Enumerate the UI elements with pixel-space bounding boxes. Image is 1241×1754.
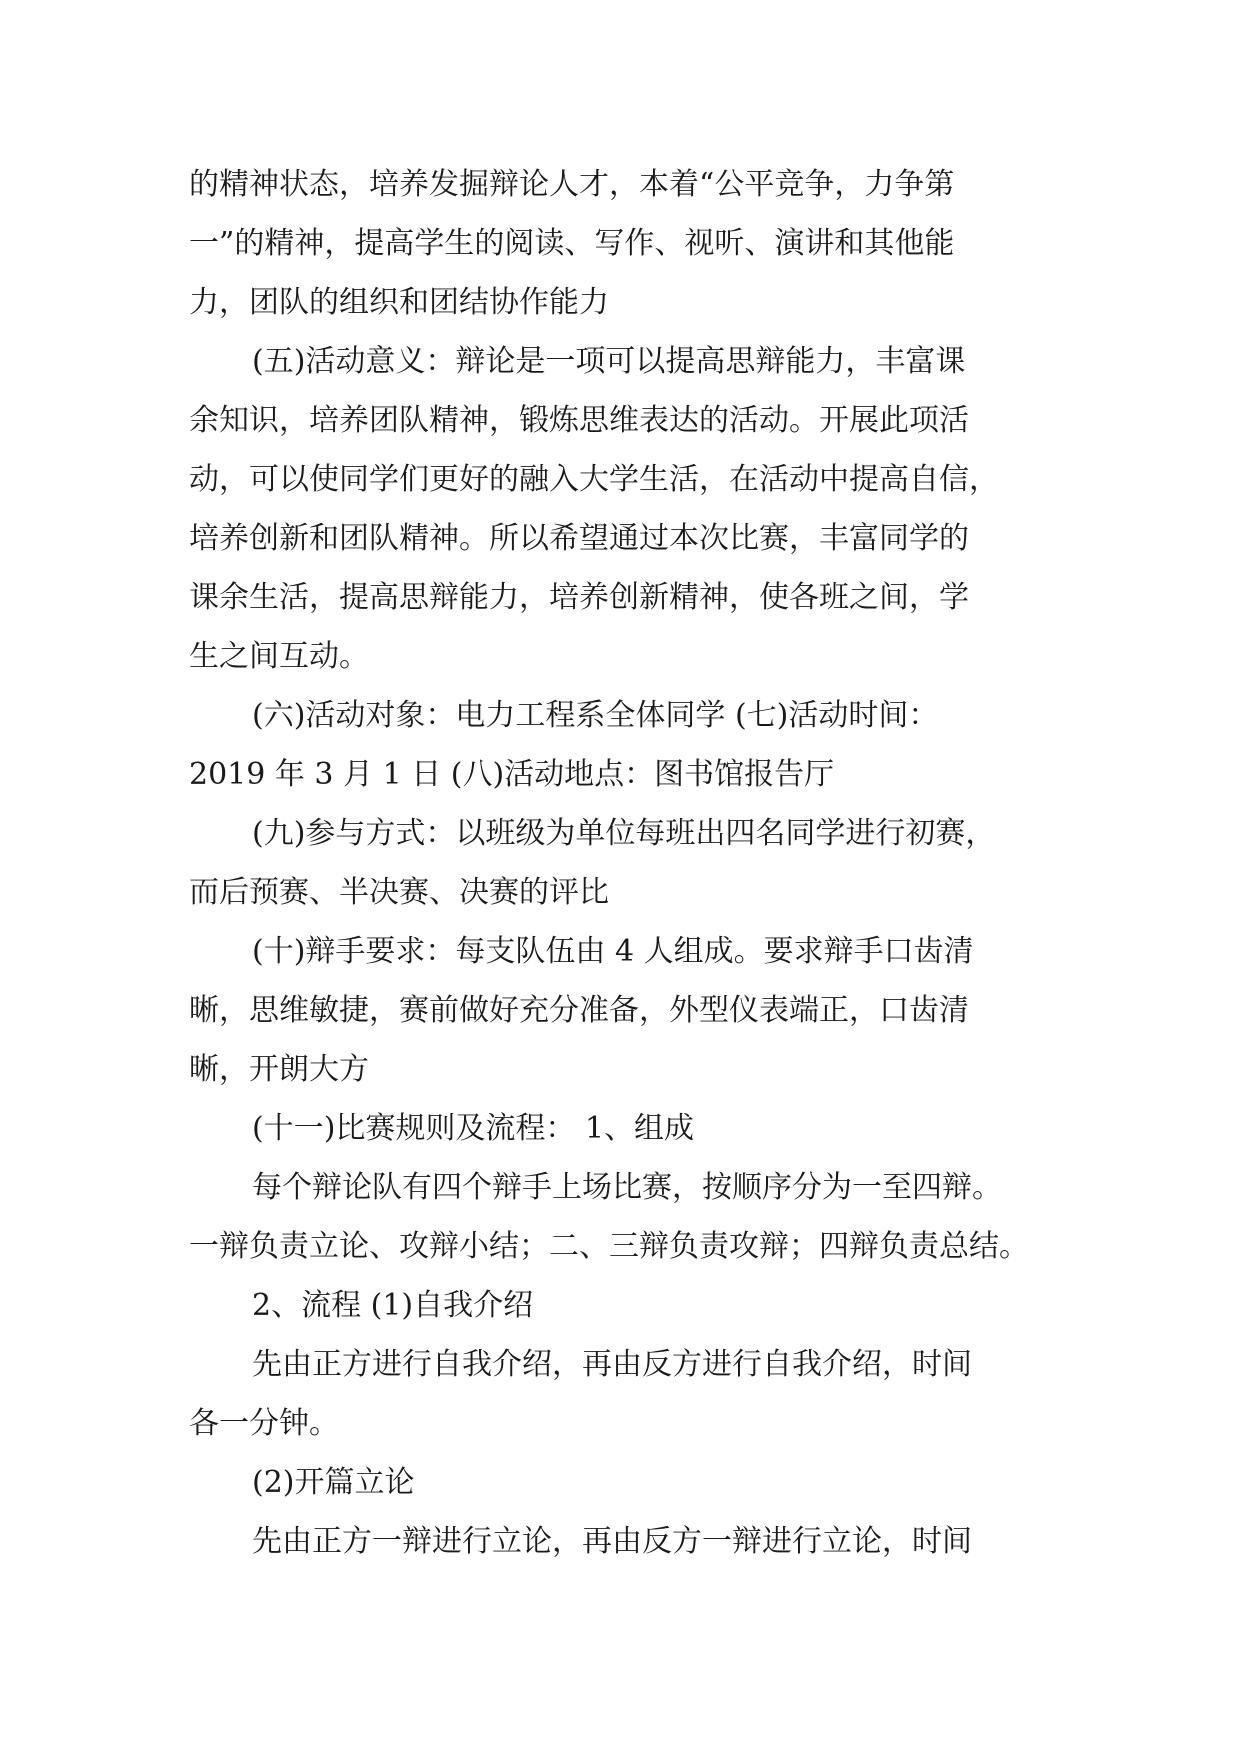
text-line: 晰，思维敏捷，赛前做好充分准备，外型仪表端正，口齿清 <box>189 993 969 1028</box>
text-line: 一辩负责立论、攻辩小结；二、三辩负责攻辩；四辩负责总结。 <box>189 1229 1029 1264</box>
text-line: (十)辩手要求：每支队伍由 4 人组成。要求辩手口齿清 <box>252 934 974 969</box>
text-line: (五)活动意义：辩论是一项可以提高思辩能力，丰富课 <box>252 344 966 379</box>
body-text <box>189 155 1051 1571</box>
text-line: 2、流程 (1)自我介绍 <box>252 1288 534 1323</box>
text-line: 各一分钟。 <box>189 1406 339 1441</box>
text-line: 每个辩论队有四个辩手上场比赛，按顺序分为一至四辩。 <box>252 1170 1002 1205</box>
text-line: 培养创新和团队精神。所以希望通过本次比赛，丰富同学的 <box>189 521 969 556</box>
text-line: 力，团队的组织和团结协作能力 <box>189 285 609 320</box>
text-line: 先由正方进行自我介绍，再由反方进行自我介绍，时间 <box>252 1347 972 1382</box>
text-line: 而后预赛、半决赛、决赛的评比 <box>189 875 609 910</box>
text-line: 生之间互动。 <box>189 639 369 674</box>
text-line: 余知识，培养团队精神，锻炼思维表达的活动。开展此项活 <box>189 403 969 438</box>
text-line: (十一)比赛规则及流程： 1、组成 <box>252 1111 695 1146</box>
text-line: 动，可以使同学们更好的融入大学生活，在活动中提高自信， <box>189 462 999 497</box>
text-line: 课余生活，提高思辩能力，培养创新精神，使各班之间，学 <box>189 580 969 615</box>
text-line: 晰，开朗大方 <box>189 1052 369 1087</box>
text-line: (六)活动对象：电力工程系全体同学 (七)活动时间： <box>252 698 939 733</box>
text-line: 一”的精神，提高学生的阅读、写作、视听、演讲和其他能 <box>189 226 955 261</box>
text-line: 2019 年 3 月 1 日 (八)活动地点：图书馆报告厅 <box>189 757 835 792</box>
text-line: (2)开篇立论 <box>252 1465 415 1500</box>
text-line: 的精神状态，培养发掘辩论人才，本着“公平竞争，力争第 <box>189 167 955 202</box>
text-line: 先由正方一辩进行立论，再由反方一辩进行立论，时间 <box>252 1524 972 1559</box>
text-line: (九)参与方式：以班级为单位每班出四名同学进行初赛， <box>252 816 996 851</box>
